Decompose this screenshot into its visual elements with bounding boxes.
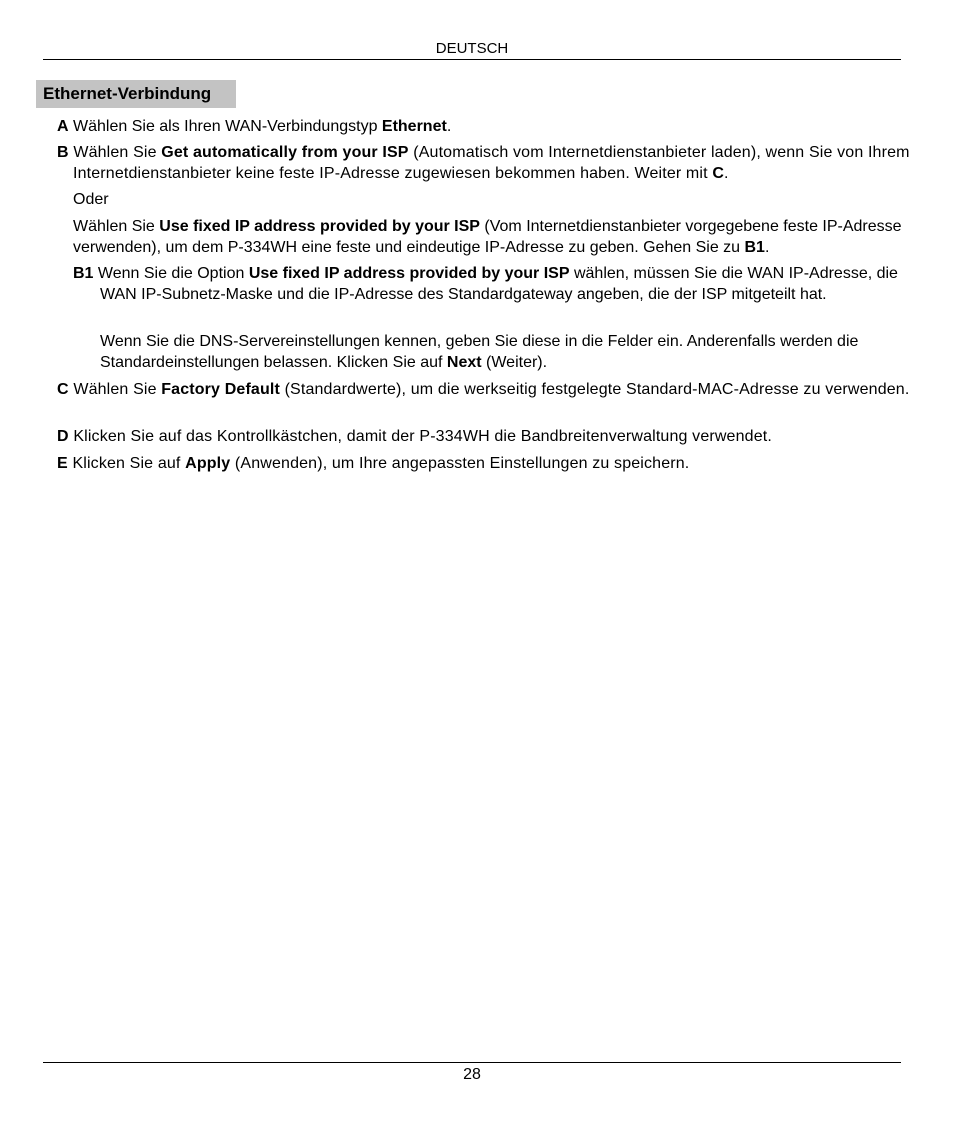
step-b1 xyxy=(73,263,900,305)
step-e-letter: E xyxy=(57,455,68,472)
step-e-bold-apply: Apply xyxy=(185,455,231,472)
step-b-text-2: (Automatisch vom Internetdienstanbieter laden), wenn Sie von Ihrem Internetdienstanbieter keine feste IP-Adresse zugewiesen bekommen haben. Weiter mit xyxy=(73,144,910,182)
step-b-alt-text-end: . xyxy=(764,239,770,256)
step-c-bold-option: Factory Default xyxy=(161,381,280,398)
step-c-text-end: (Standardwerte), um die werkseitig festgelegte Standard-MAC-Adresse zu verwenden. xyxy=(279,381,910,398)
step-d xyxy=(57,426,907,447)
step-b1-dns-text-end: (Weiter). xyxy=(481,354,548,371)
step-b-or: Oder xyxy=(73,191,109,208)
step-b-text: Wählen Sie xyxy=(73,144,162,161)
step-b-text-end: . xyxy=(724,165,729,182)
step-b1-bold-option: Use fixed IP address provided by your ISP xyxy=(248,265,570,282)
step-a-text-end: . xyxy=(446,118,452,135)
step-a-text: Wählen Sie als Ihren WAN-Verbindungstyp xyxy=(73,118,382,135)
step-b1-dns-text: Wenn Sie die DNS-Servereinstellungen kennen, geben Sie diese in die Felder ein. Anderenfalls werden die Standardeinstellungen belassen. Klicken Sie auf xyxy=(100,333,859,371)
step-b1-dns xyxy=(100,331,900,373)
step-d-letter: D xyxy=(57,428,69,445)
footer-rule xyxy=(43,1062,901,1063)
step-b xyxy=(57,142,925,184)
step-b-letter: B xyxy=(57,144,69,161)
page-header-language: DEUTSCH xyxy=(435,40,509,57)
step-b-alternative xyxy=(73,216,903,258)
step-b-alt-text: Wählen Sie xyxy=(73,218,160,235)
step-b-alt-bold-option: Use fixed IP address provided by your ISP xyxy=(159,218,480,235)
step-b-bold-option: Get automatically from your ISP xyxy=(161,144,409,161)
step-c-letter: C xyxy=(57,381,69,398)
step-b1-label: B1 xyxy=(73,265,94,282)
step-b1-text: Wenn Sie die Option xyxy=(97,265,249,282)
header-rule xyxy=(43,59,901,60)
step-a-bold-ethernet: Ethernet xyxy=(381,118,447,135)
page-number: 28 xyxy=(463,1066,481,1083)
step-e-text: Klicken Sie auf xyxy=(72,455,186,472)
step-a-letter: A xyxy=(57,118,69,135)
section-title: Ethernet-Verbindung xyxy=(36,80,236,108)
step-e-text-end: (Anwenden), um Ihre angepassten Einstellungen zu speichern. xyxy=(230,455,690,472)
step-b-bold-c: C xyxy=(712,165,725,182)
step-b-alt-bold-b1: B1 xyxy=(744,239,765,256)
step-b1-dns-bold-next: Next xyxy=(446,354,482,371)
step-e xyxy=(57,453,907,474)
step-a xyxy=(57,116,907,137)
step-b1-text-end: wählen, müssen Sie die WAN IP-Adresse, die WAN IP-Subnetz-Maske und die IP-Adresse des Standardgateway angeben, die der ISP mitgeteilt hat. xyxy=(100,265,898,303)
step-c-text: Wählen Sie xyxy=(73,381,162,398)
step-d-text: Klicken Sie auf das Kontrollkästchen, damit der P-334WH die Bandbreitenverwaltung verwendet. xyxy=(73,428,772,445)
step-c xyxy=(57,379,913,400)
step-b-alt-text-2: (Vom Internetdienstanbieter vorgegebene feste IP-Adresse verwenden), um dem P-334WH eine feste und eindeutige IP-Adresse zu geben. Gehen Sie zu xyxy=(73,218,902,256)
